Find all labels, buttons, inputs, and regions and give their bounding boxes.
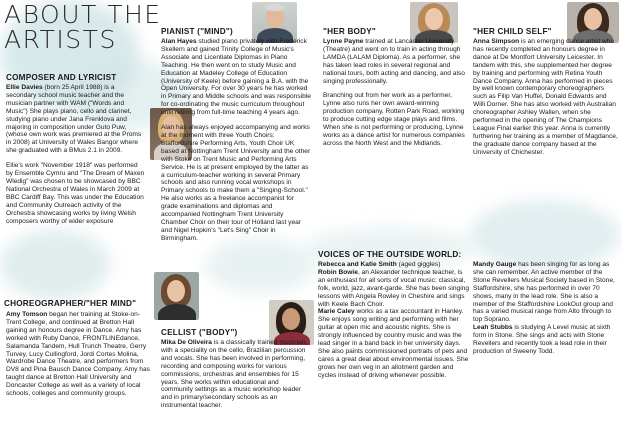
herchild-bio	[473, 38, 619, 164]
voices-marie-bio: works as a tax accountant in Hanley. She enjoys song writing and performing with her guitar at open mic and acoustic nights. She is strongly influenced by country music and was the lead singer in a band back in her university days. She also paints commissioned portraits of pets and cares a great deal about environmental issues. She grows her own veg in an allotment garden and cycles instead of driving whenever possible.	[318, 308, 469, 379]
voices-name-marie: Marie Caley	[318, 308, 355, 316]
watercolor-wash	[0, 230, 110, 300]
mandy-bio: has been singing for as long as she can remember. An active member of the Stone Revellers Musical Society based in Stone, Staffordshire, she has performed in over 70 shows, many in the lead role. She is also a member of the Staffordshire LookOut group and has a varied musical range from Alto through to top Soprano.	[473, 261, 615, 324]
composer-bio-p2: Ellie's work "November 1918" was performed by Ensemble Cymru and "The Dream of Maxen Wledig" was chosen to be showcased by BBC National Orchestra of Wales in March 2009 at BBC Cardiff Bay. This was under the Education and Community Outreach activity of the Orchestra showcasing works by living Welsh composers worthy of wider exposure	[6, 162, 145, 225]
cellist-bio	[161, 339, 311, 417]
cellist-heading: CELLIST ("BODY")	[161, 328, 238, 337]
singers-bios	[473, 261, 619, 363]
voices-bios	[318, 261, 469, 387]
herbody-bio-p1: trained at Lancaster University (Theatre) and went on to train in acting through LAMDA (LALAM Diploma). As a performer, she has taken lead roles in several regional and national tours, both acting and dancing, and also singing professionally.	[323, 38, 465, 85]
voices-names-smith: Rebecca and Katie Smith	[318, 261, 397, 268]
herbody-bio	[323, 38, 469, 155]
herchild-heading: "HER CHILD SELF"	[473, 27, 552, 36]
voices-heading: VOICES OF THE OUTSIDE WORLD:	[318, 250, 462, 259]
cellist-bio-p1: is a classically trained musician, with a speciality on the cello, Brazilian percussion and vocals. She has been involved in performing, recording and composing works for various commissions, orchestras and ensembles for 15 years. She works within educational and community settings as a music workshop leader and in primary/secondary schools as an instrumental teacher.	[161, 339, 308, 410]
herbody-heading: "HER BODY"	[323, 27, 376, 36]
choreographer-bio-p1: began her training at Stoke-on-Trent College, and continued at Bretton Hall gaining an honours degree in Dance. Amy has worked with Ruby Dance, FRONTLINEdance, Salamanda Tandem, Hull Trunch Theatre, Gerry Turvey, Lucy Cullingford, Jordi Cortes Molina, Wardrobe Dance Theatre, and performers from DV8 and Pina Bausch Dance Company. Amy has taught dance at Bretton Hall University and Doncaster College as well as a variety of local schools, colleges and community groups.	[6, 311, 150, 398]
title-line-1: ABOUT THE	[4, 0, 162, 29]
herchild-bio-p1: is an emerging dance artist who has recently completed an honours degree in dance at De Montfort University Leicester. In tandem with this, she supplemented her degree by training and performing with Retina Youth Dance Company. Anna has performed in pieces by well known contemporary choreographers such as Filip Van Huffel, Donald Edwards and Willi Dorner. She has also worked with Australian choreographer Ashley Wallen, when she performed in the opening of The Champions League Final earlier this year. Anna is currently furthering her training as a member of Magdance, the graduate dance company based at the University of Chichester.	[473, 38, 618, 156]
cellist-name: Mika De Oliveira	[161, 339, 212, 346]
page-title	[4, 2, 162, 52]
pianist-bio-p1: studied piano privately with Frederick Skellern and gained Trinity College of Music's Associate and Licentiate Diplomas in Piano Teaching. He then went on to study Music and Education at Madeley College of Education (University of Keele) before gaining a B.A. with the Open University. For over 30 years he has worked in Primary and Middle schools and was responsible for co-ordinating the music curriculum throughout until retiring from full-time teaching 4 years ago.	[161, 38, 311, 117]
mandy-name: Mandy Gauge	[473, 261, 517, 268]
pianist-bio	[161, 38, 311, 250]
voices-smith-note: (aged giggles)	[398, 261, 441, 268]
leah-name: Leah Stubbs	[473, 324, 513, 332]
voices-robin-bio: , an Alexander technique teacher, is an enthusiast for all sorts of vocal music: classical, folk, world, jazz, avant-garde. She has been singing lessons with Angela Rowley in Cheshire and sings with Keele Bach Choir.	[318, 268, 470, 308]
anna-photo	[567, 2, 619, 43]
herchild-name: Anna Simpson	[473, 38, 520, 45]
pianist-bio-p2: Alan has always enjoyed accompanying and works at the moment with three Youth Choirs: Staffordshire Performing Arts, Youth Choir UK based at Nottingham Trent University and the other with Stoke on Trent Music and Performing Arts Service. He is at present employed by the latter as a curriculum-teacher working in several Primary schools and also running vocal workshops in Primary schools to make them a "Singing-School." He also works as a freelance accompanist for grade examinations and diplomas and accompanied Nottingham Trent University Chamber Choir on their tour of Holland last year and Nigel Hopkin's "Let's Sing" Choir in Birmingham.	[161, 124, 311, 242]
choreographer-name: Amy Tomson	[6, 311, 48, 318]
watercolor-wash	[470, 200, 620, 270]
pianist-name: Alan Hayes	[161, 38, 197, 45]
herbody-bio-p2: Branching out from her work as a performer, Lynne also runs her own award-winning production company, Rotten Park Road, working to produce cutting edge stage plays and films. When she is not performing or producing, Lynne works as a dance artist for numerous companies across the North West and the Midlands.	[323, 92, 465, 147]
amy-photo	[154, 272, 199, 320]
composer-heading: COMPOSER AND LYRICIST	[6, 73, 117, 82]
herbody-name: Lynne Payne	[323, 38, 364, 45]
composer-bio	[6, 84, 145, 232]
composer-bio-p1: (born 25 April 1988) is a secondary school music teacher and the musician partner with WAM ("Words and Music") She plays piano, cello and clarinet, studying piano under Jana Frenklova and majoring in composition under Guto Puw, (whose own work was premiered at the Proms in 2008) at University of Wales Bangor where she graduated with a BMus 2.1 in 2009.	[6, 84, 142, 155]
choreographer-bio	[6, 311, 151, 405]
composer-name: Ellie Davies	[6, 84, 43, 91]
title-line-2: ARTISTS	[4, 25, 117, 54]
alan-photo	[252, 2, 297, 43]
lynne-photo	[410, 2, 458, 43]
leah-bio: is studying A Level music at sixth form in Stone. She sings and acts with Stone Revellers and recently took a lead role in their production of Sweeny Todd.	[473, 324, 611, 355]
voices-name-robin: Robin Bowie	[318, 268, 358, 276]
pianist-heading: PIANIST ("MIND")	[161, 27, 233, 36]
choreographer-heading: CHOREOGRAPHER/"HER MIND"	[4, 299, 137, 308]
